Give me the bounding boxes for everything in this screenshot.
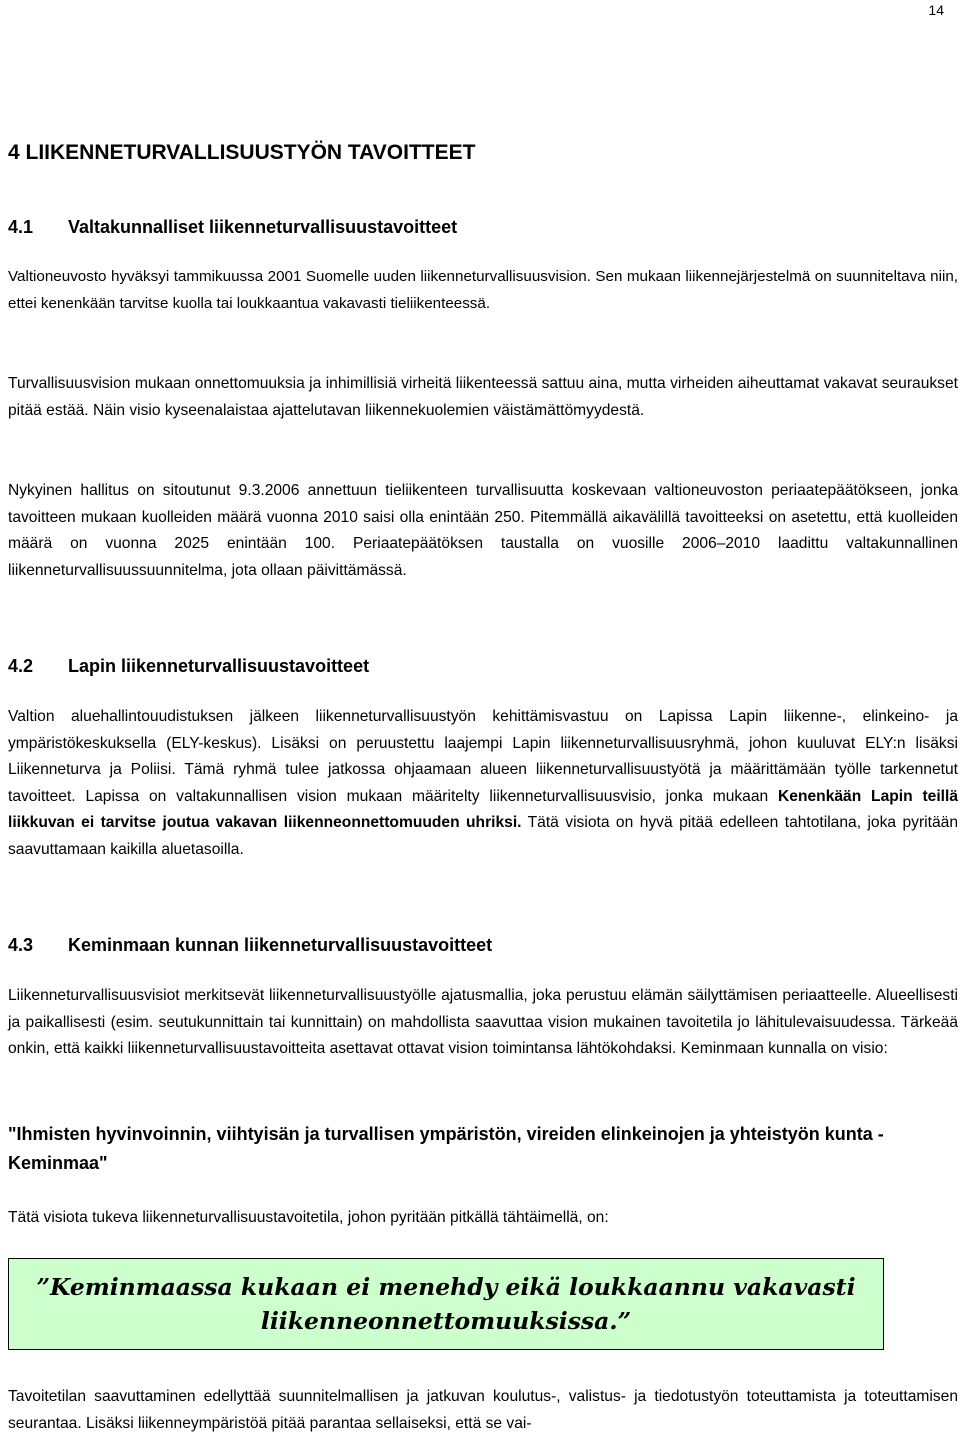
section-heading-4-1 [8,217,958,238]
section-title: Valtakunnalliset liikenneturvallisuustavoitteet [68,217,458,237]
section-number: 4.2 [8,656,34,676]
chapter-heading: 4 LIIKENNETURVALLISUUSTYÖN TAVOITTEET [8,141,476,164]
section-title: Keminmaan kunnan liikenneturvallisuustavoitteet [68,935,493,955]
paragraph-bold-text: Kenenkään Lapin teillä liikkuvan ei tarvitse joutua vakavan liikenneonnettomuuden uhriksi. [8,787,958,831]
paragraph: Turvallisuusvision mukaan onnettomuuksia ja inhimillisiä virheitä liikenteessä sattuu aina, mutta virheiden aiheuttamat vakavat seuraukset pitää estää. Näin visio kyseenalaistaa ajattelutavan liikennekuolemien väistämättömyydestä. [8,375,958,419]
section-heading-4-3 [8,935,958,956]
section-title: Lapin liikenneturvallisuustavoitteet [68,656,370,676]
paragraph: Liikenneturvallisuusvisiot merkitsevät liikenneturvallisuustyölle ajatusmallia, joka perustuu elämän säilyttämisen periaatteelle. Alueellisesti ja paikallisesti (esim. seutukunnittain tai kunnittain) on mahdollista saavuttaa vision mukainen tavoitetila jo lähitulevaisuudessa. Tärkeää onkin, että kaikki liikenneturvallisuustavoitteita asettavat ottavat vision toimintansa lähtökohdaksi. Keminmaan kunnalla on visio: [8,987,958,1057]
paragraph-text: Valtion aluehallintouudistuksen jälkeen liikenneturvallisuustyön kehittämisvastuu on Lapissa Lapin liikenne-, elinkeino- ja ympäristökeskuksella (ELY-keskus). Lisäksi on peruustettu laajempi Lapin liikenneturvallisuusryhmä, johon kuuluvat ELY:n lisäksi Liikenneturva ja Poliisi. Tämä ryhmä tulee jatkossa ohjaamaan alueen liikenneturvallisuustyötä ja määrittämään työlle tarkennetut tavoitteet. Lapissa on valtakunnallisen vision mukaan määritelty liikenneturvallisuusvisio, jonka mukaan [8,708,958,805]
page-number: 14 [928,2,944,18]
municipality-motto: "Ihmisten hyvinvoinnin, viihtyisän ja turvallisen ympäristön, vireiden elinkeinojen ja yhteistyön kunta - Keminmaa" [8,1124,884,1173]
vision-line: liikenneonnettomuuksissa.” [260,1307,632,1335]
vision-text [36,1270,855,1338]
paragraph: Tavoitetilan saavuttaminen edellyttää suunnitelmallisen ja jatkuvan koulutus-, valistus- ja tiedotustyön toteuttamista ja toteuttamisen seurantaa. Lisäksi liikenneympäristöä pitää parantaa sellaiseksi, että se vai- [8,1388,958,1432]
vision-box [8,1258,884,1350]
section-heading-4-2 [8,656,958,677]
vision-line: ”Keminmaassa kukaan ei menehdy eikä loukkaannu vakavasti [36,1273,856,1301]
paragraph: Valtioneuvosto hyväksyi tammikuussa 2001 Suomelle uuden liikenneturvallisuusvision. Sen mukaan liikennejärjestelmä on suunniteltava niin, ettei kenenkään tarvitse kuolla tai loukkaantua vakavasti tieliikenteessä. [8,268,958,312]
paragraph-text: Tätä visiota on hyvä pitää edelleen tahtotilana, joka pyritään saavuttamaan kaikilla aluetasoilla. [8,814,958,858]
paragraph: Tätä visiota tukeva liikenneturvallisuustavoitetila, johon pyritään pitkällä tähtäimellä, on: [8,1209,609,1226]
paragraph [8,704,958,863]
section-number: 4.1 [8,217,34,237]
paragraph: Nykyinen hallitus on sitoutunut 9.3.2006 annettuun tieliikenteen turvallisuutta koskevaan valtioneuvoston periaatepäätökseen, jonka tavoitteen mukaan kuolleiden määrä vuonna 2010 saisi olla enintään 250. Pitemmällä aikavälillä tavoitteeksi on asetettu, että kuolleiden määrä on vuonna 2025 enintään 100. Periaatepäätöksen taustalla on vuosille 2006–2010 laadittu valtakunnallinen liikenneturvallisuussuunnitelma, jota ollaan päivittämässä. [8,482,958,579]
section-number: 4.3 [8,935,34,955]
